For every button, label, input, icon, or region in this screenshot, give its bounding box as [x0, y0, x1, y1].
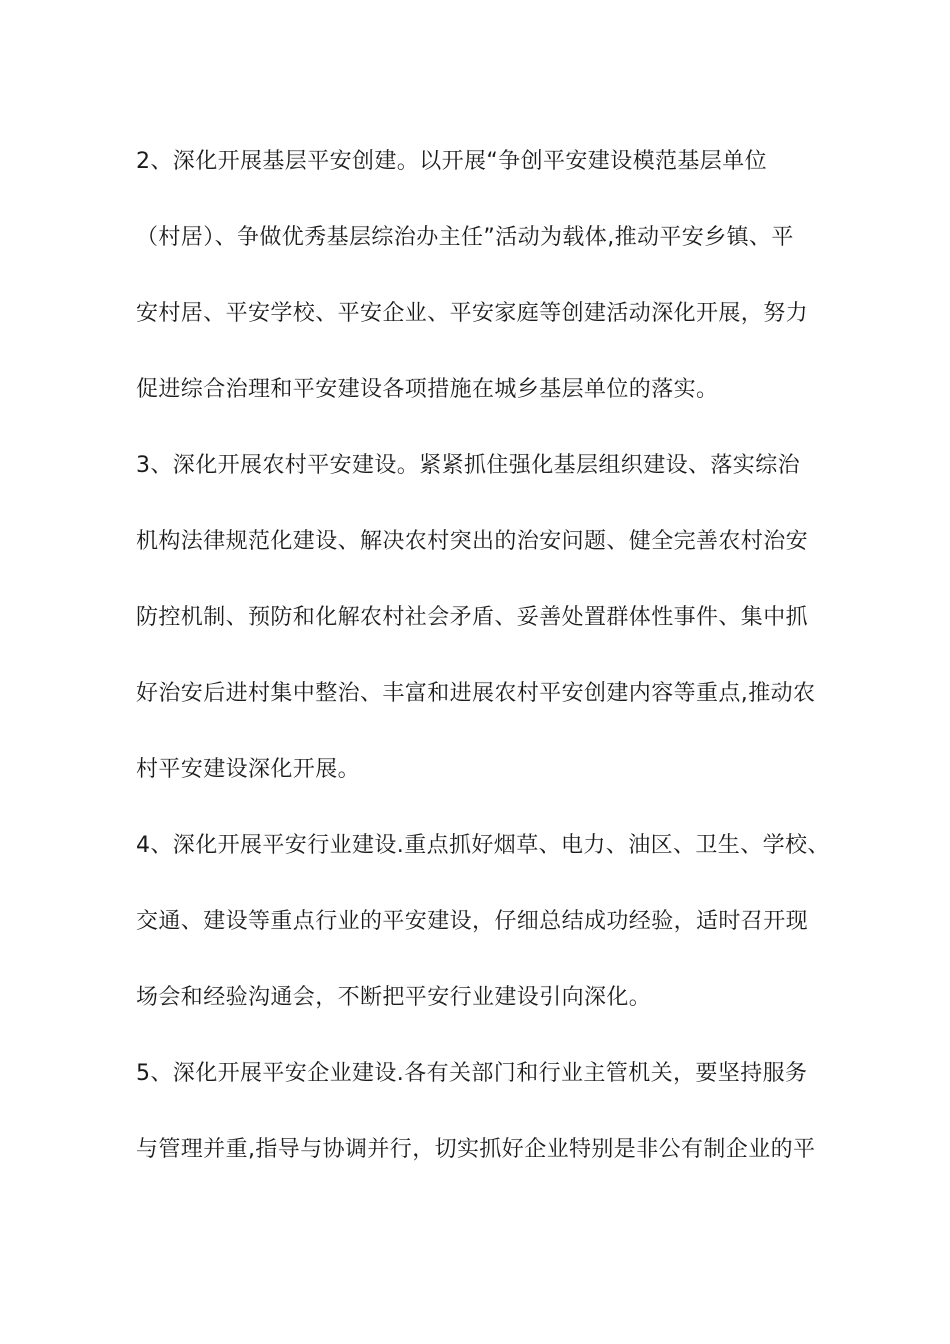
paragraph-3-line-2: 机构法律规范化建设、解决农村突出的治安问题、健全完善农村治安 [136, 529, 809, 554]
paragraph-3-line-3: 防控机制、预防和化解农村社会矛盾、妥善处置群体性事件、集中抓 [136, 605, 809, 630]
paragraph-3-line-1: 3、深化开展农村平安建设。紧紧抓住强化基层组织建设、落实综治 [136, 453, 800, 478]
paragraph-3-line-5: 村平安建设深化开展。 [136, 757, 361, 782]
paragraph-5-line-1: 5、深化开展平安企业建设.各有关部门和行业主管机关，要坚持服务 [136, 1061, 808, 1086]
paragraph-2-line-1: 2、深化开展基层平安创建。以开展“争创平安建设模范基层单位 [136, 149, 767, 174]
paragraph-5-line-2: 与管理并重,指导与协调并行，切实抓好企业特别是非公有制企业的平 [136, 1137, 816, 1162]
paragraph-2-line-3: 安村居、平安学校、平安企业、平安家庭等创建活动深化开展，努力 [136, 301, 809, 326]
paragraph-3-line-4: 好治安后进村集中整治、丰富和进展农村平安创建内容等重点,推动农 [136, 681, 816, 706]
paragraph-4-line-3: 场会和经验沟通会，不断把平安行业建设引向深化。 [136, 985, 652, 1010]
paragraph-4-line-1: 4、深化开展平安行业建设.重点抓好烟草、电力、油区、卫生、学校、 [136, 833, 830, 858]
paragraph-2-line-2: （村居）、争做优秀基层综治办主任”活动为载体,推动平安乡镇、平 [136, 225, 794, 250]
paragraph-2-line-4: 促进综合治理和平安建设各项措施在城乡基层单位的落实。 [136, 377, 719, 402]
paragraph-4-line-2: 交通、建设等重点行业的平安建设，仔细总结成功经验，适时召开现 [136, 909, 809, 934]
